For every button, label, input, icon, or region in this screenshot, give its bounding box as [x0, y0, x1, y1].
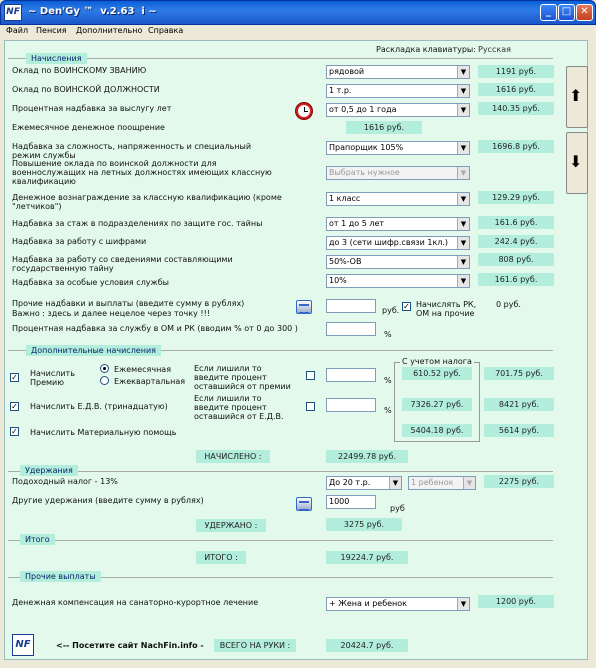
other-allowances-unit: руб. — [382, 306, 400, 315]
material-checkbox[interactable]: ✓ — [11, 427, 18, 436]
chevron-down-icon: ▼ — [457, 66, 469, 78]
chevron-down-icon: ▼ — [457, 237, 469, 249]
edv-label: Начислить Е.Д.В. (тринадцатую) — [30, 402, 168, 411]
premium-value: 701.75 руб. — [484, 367, 554, 380]
compensation-value: 1200 руб. — [478, 595, 554, 608]
bonus-value: 1616 руб. — [346, 121, 422, 134]
other-allowances-label: Прочие надбавки и выплаты (введите сумму в рублях) — [12, 299, 245, 308]
menu-extra[interactable]: Дополнительно — [76, 26, 143, 35]
premium-checkbox[interactable]: ✓ — [11, 373, 18, 382]
deducted-value: 3275 руб. — [326, 518, 402, 531]
edv-percent-input[interactable] — [326, 398, 376, 412]
cipher-value: 242.4 руб. — [478, 235, 554, 248]
row-secret-label: Надбавка за стаж в подразделениях по защите гос. тайны — [12, 219, 263, 228]
chevron-down-icon: ▼ — [463, 477, 475, 489]
row-position-label: Оклад по ВОИНСКОЙ ДОЛЖНОСТИ — [12, 85, 160, 94]
child-select[interactable]: 1 ребенок ▼ — [408, 476, 476, 490]
hands-label: ВСЕГО НА РУКИ : — [214, 639, 296, 652]
chevron-down-icon: ▼ — [457, 256, 469, 268]
row-flight-label: Повышение оклада по воинской должности для военнослужащих на летных должностях имеющих классную квалификацию — [12, 159, 272, 186]
rk-checkbox[interactable]: ✓ — [403, 302, 410, 311]
other-allowances-input[interactable] — [326, 299, 376, 313]
section-divider — [8, 58, 553, 59]
premium-with-tax: 610.52 руб. — [402, 367, 472, 380]
class-value: 129.29 руб. — [478, 191, 554, 204]
menu-bar — [0, 25, 596, 39]
special-value: 161.6 руб. — [478, 273, 554, 286]
seniority-value: 140.35 руб. — [478, 102, 554, 115]
row-seniority-label: Процентная надбавка за выслугу лет — [12, 104, 172, 113]
secret-value: 161.6 руб. — [478, 216, 554, 229]
edv-unit: % — [384, 406, 392, 415]
scroll-up-button[interactable] — [566, 66, 588, 128]
percent-om-label: Процентная надбавка за службу в ОМ и РК (вводим % от 0 до 300 ) — [12, 324, 298, 333]
edv-percent-checkbox[interactable] — [306, 402, 315, 411]
flight-select[interactable]: Выбрать нужное ▼ — [326, 166, 470, 180]
edv-checkbox[interactable]: ✓ — [11, 402, 18, 411]
edv-with-tax: 7326.27 руб. — [402, 398, 472, 411]
chevron-down-icon: ▼ — [457, 598, 469, 610]
premium-hint: Если лишили то введите процент оставшийся от премии — [194, 364, 291, 391]
total-label: ИТОГО : — [196, 551, 246, 564]
tax-value: 2275 руб. — [484, 475, 554, 488]
row-class-label: Денежное вознаграждение за классную квалификацию (кроме "летчиков") — [12, 193, 282, 211]
minimize-button[interactable]: _ — [540, 4, 557, 21]
secret-select[interactable]: от 1 до 5 лет ▼ — [326, 217, 470, 231]
premium-percent-checkbox[interactable] — [306, 371, 315, 380]
calculator-icon[interactable] — [296, 300, 312, 314]
position-value: 1616 руб. — [478, 83, 554, 96]
accrued-label: НАЧИСЛЕНО : — [196, 450, 270, 463]
chevron-down-icon: ▼ — [457, 167, 469, 179]
other-deductions-unit: руб — [390, 504, 405, 513]
percent-om-input[interactable] — [326, 322, 376, 336]
chevron-down-icon: ▼ — [457, 218, 469, 230]
other-allowances-value: 0 руб. — [496, 300, 521, 309]
edv-hint: Если лишили то введите процент оставшийся от Е.Д.В. — [194, 394, 284, 421]
material-with-tax: 5404.18 руб. — [402, 424, 472, 437]
position-select[interactable]: 1 т.р. ▼ — [326, 84, 470, 98]
chevron-down-icon: ▼ — [457, 85, 469, 97]
calculator-icon[interactable] — [296, 497, 312, 511]
cipher-select[interactable]: до 3 (сети шифр.связи 1кл.) ▼ — [326, 236, 470, 250]
section-deductions: Удержания — [20, 465, 78, 476]
radio-monthly-label: Ежемесячная — [114, 365, 172, 374]
other-deductions-label: Другие удержания (введите сумму в рублях) — [12, 496, 204, 505]
complexity-select[interactable]: Прапорщик 105% ▼ — [326, 141, 470, 155]
deducted-label: УДЕРЖАНО : — [196, 519, 266, 532]
row-rank-label: Оклад по ВОИНСКОМУ ЗВАНИЮ — [12, 66, 147, 75]
maximize-button[interactable]: □ — [558, 4, 575, 21]
material-value: 5614 руб. — [484, 424, 554, 437]
radio-monthly[interactable] — [100, 364, 109, 373]
compensation-label: Денежная компенсация на санаторно-курортное лечение — [12, 598, 259, 607]
row-state-secret-label: Надбавка за работу со сведениями составляющими государственную тайну — [12, 255, 233, 273]
other-allowances-note: Важно : здесь и далее нецелое через точку !!! — [12, 309, 210, 318]
row-special-label: Надбавка за особые условия службы — [12, 278, 169, 287]
app-icon: NF — [4, 4, 22, 21]
radio-quarterly[interactable] — [100, 376, 109, 385]
clock-icon[interactable] — [296, 103, 312, 119]
keyboard-value: Русская — [478, 45, 511, 54]
tax-label: Подоходный налог - 13% — [12, 477, 118, 486]
keyboard-label: Раскладка клавиатуры: — [376, 45, 476, 54]
rk-label: Начислять РК, ОМ на прочие — [416, 300, 477, 318]
chevron-down-icon: ▼ — [457, 104, 469, 116]
state-secret-value: 808 руб. — [478, 253, 554, 266]
menu-file[interactable]: Файл — [6, 26, 29, 35]
premium-unit: % — [384, 376, 392, 385]
complexity-value: 1696.8 руб. — [478, 140, 554, 153]
premium-label: Начислить Премию — [30, 369, 75, 387]
seniority-select[interactable]: от 0,5 до 1 года ▼ — [326, 103, 470, 117]
section-divider — [8, 540, 553, 541]
chevron-down-icon: ▼ — [389, 477, 401, 489]
rank-value: 1191 руб. — [478, 65, 554, 78]
other-deductions-input[interactable]: 1000 — [326, 495, 376, 509]
hands-value: 20424.7 руб. — [326, 639, 408, 652]
row-cipher-label: Надбавка за работу с шифрами — [12, 237, 147, 246]
premium-percent-input[interactable] — [326, 368, 376, 382]
window-title: ~ Den'Gy ™ v.2.63 i ~ — [28, 6, 157, 17]
class-select[interactable]: 1 класс ▼ — [326, 192, 470, 206]
material-label: Начислить Материальную помощь — [30, 428, 177, 437]
percent-om-unit: % — [384, 330, 392, 339]
menu-pension[interactable]: Пенсия — [36, 26, 67, 35]
special-select[interactable]: 10% ▼ — [326, 274, 470, 288]
tax-select[interactable]: До 20 т.р. ▼ — [326, 476, 402, 490]
rank-select[interactable]: рядовой ▼ — [326, 65, 470, 79]
chevron-down-icon: ▼ — [457, 142, 469, 154]
chevron-down-icon: ▼ — [457, 193, 469, 205]
arrow-up-icon: ⬆ — [569, 86, 583, 105]
section-additional: Дополнительные начисления — [26, 345, 161, 356]
accrued-value: 22499.78 руб. — [326, 450, 408, 463]
visit-link[interactable]: <-- Посетите сайт NachFin.info - — [56, 641, 204, 650]
total-value: 19224.7 руб. — [326, 551, 408, 564]
arrow-down-icon: ⬇ — [569, 152, 583, 171]
section-other: Прочие выплаты — [20, 571, 101, 582]
section-divider — [8, 471, 553, 472]
compensation-select[interactable]: + Жена и ребенок ▼ — [326, 597, 470, 611]
section-total: Итого — [20, 534, 55, 545]
section-accrual: Начисления — [26, 53, 87, 64]
edv-value: 8421 руб. — [484, 398, 554, 411]
menu-help[interactable]: Справка — [148, 26, 184, 35]
state-secret-select[interactable]: 50%-ОВ ▼ — [326, 255, 470, 269]
close-button[interactable]: ✕ — [576, 4, 593, 21]
app-logo: NF — [12, 634, 34, 656]
chevron-down-icon: ▼ — [457, 275, 469, 287]
with-tax-label: С учетом налога — [402, 357, 472, 366]
row-bonus-label: Ежемесячное денежное поощрение — [12, 123, 165, 132]
radio-quarterly-label: Ежеквартальная — [114, 377, 186, 386]
row-complexity-label: Надбавка за сложность, напряженность и специальный режим службы — [12, 142, 252, 160]
scroll-down-button[interactable] — [566, 132, 588, 194]
